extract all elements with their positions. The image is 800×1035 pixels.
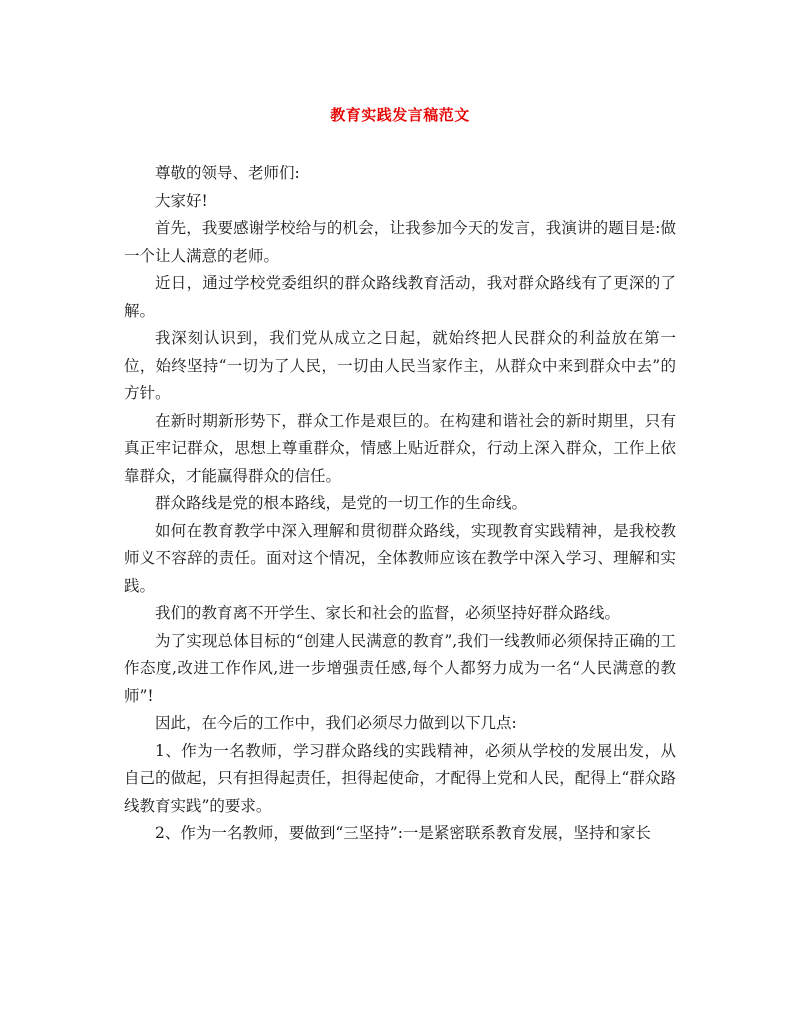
- paragraph: 因此，在今后的工作中，我们必须尽力做到以下几点:: [155, 714, 517, 732]
- paragraph: 如何在教育教学中深入理解和贯彻群众路线，实现教育实践精神，是我校教师义不容辞的责任。面对这个情况，全体教师应该在教学中深入学习、理解和实践。: [124, 521, 676, 595]
- document-title: 教育实践发言稿范文: [330, 106, 470, 124]
- paragraph: 我深刻认识到，我们党从成立之日起，就始终把人民群众的利益放在第一位，始终坚持“一切为了人民，一切由人民当家作主，从群众中来到群众中去”的方针。: [124, 329, 676, 402]
- paragraph: 为了实现总体目标的“创建人民满意的教育”,我们一线教师必须保持正确的工作态度,改进工作作风,进一步增强责任感,每个人都努力成为一名“人民满意的教师”!: [124, 631, 676, 705]
- paragraph: 近日，通过学校党委组织的群众路线教育活动，我对群众路线有了更深的了解。: [124, 274, 676, 320]
- paragraph: 我们的教育离不开学生、家长和社会的监督，必须坚持好群众路线。: [155, 604, 621, 622]
- paragraph: 首先，我要感谢学校给与的机会，让我参加今天的发言，我演讲的题目是:做一个让人满意的老师。: [124, 219, 676, 265]
- paragraph-salutation: 尊敬的领导、老师们:: [155, 164, 300, 182]
- paragraph: 在新时期新形势下，群众工作是艰巨的。在构建和谐社会的新时期里，只有真正牢记群众，思想上尊重群众，情感上贴近群众，行动上深入群众，工作上依靠群众，才能赢得群众的信任。: [124, 411, 676, 485]
- document-body: [124, 160, 676, 848]
- paragraph-greeting: 大家好!: [155, 191, 208, 210]
- paragraph: 群众路线是党的根本路线，是党的一切工作的生命线。: [155, 494, 528, 512]
- list-item-1: 1、作为一名教师，学习群众路线的实践精神，必须从学校的发展出发，从自己的做起，只有担得起责任，担得起使命，才配得上党和人民，配得上“群众路线教育实践”的要求。: [124, 741, 676, 815]
- list-item-2: 2、作为一名教师，要做到“三坚持”:一是紧密联系教育发展，坚持和家长: [155, 824, 651, 842]
